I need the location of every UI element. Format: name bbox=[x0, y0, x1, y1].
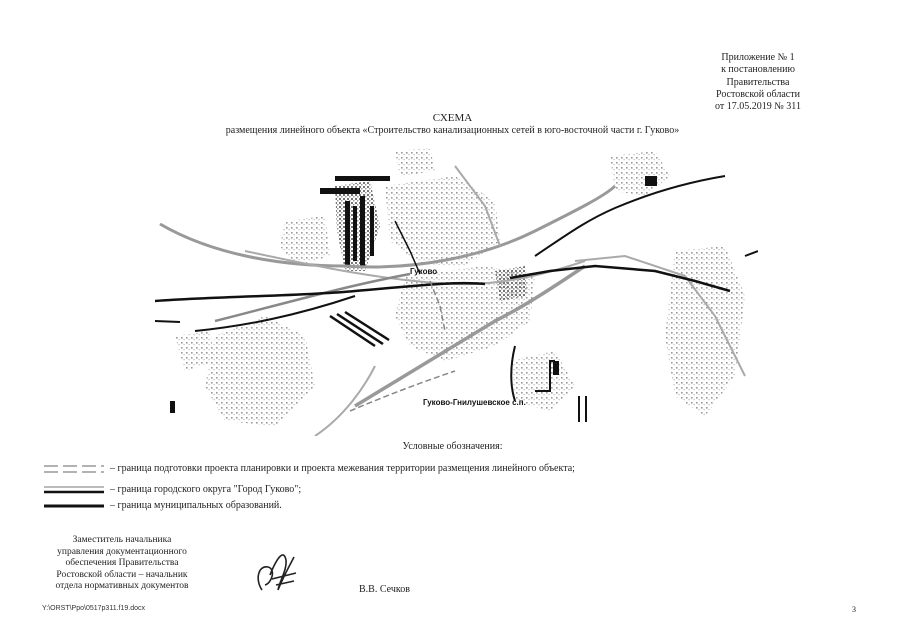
map-label-settlement: Гуково-Гнилушевское с.п. bbox=[423, 398, 526, 407]
map-canvas bbox=[155, 146, 758, 436]
dense-lines bbox=[330, 312, 389, 346]
position-line: управления документационного bbox=[57, 546, 187, 557]
legend-symbol-gray-black bbox=[44, 484, 104, 496]
signature-position bbox=[42, 535, 202, 593]
file-path: Y:\ORST\Ppo\0517p311.f19.docx bbox=[42, 605, 145, 612]
document-title: СХЕМА bbox=[432, 112, 473, 124]
legend-text: – граница городского округа "Город Гуково"; bbox=[110, 484, 302, 495]
signer-name: В.В. Сечков bbox=[359, 584, 410, 595]
map-label-city: Гуково bbox=[410, 267, 438, 276]
position-line: Ростовской области – начальник bbox=[56, 569, 188, 580]
handwritten-signature bbox=[250, 545, 300, 600]
page-number: 3 bbox=[852, 605, 856, 614]
annex-line: Правительства bbox=[726, 76, 790, 88]
legend-text: – граница подготовки проекта планировки и проекта межевания территории размещения линейного объекта; bbox=[110, 463, 575, 474]
built-up-areas bbox=[175, 148, 745, 426]
legend-symbol-black bbox=[44, 500, 104, 512]
annex-line: Ростовской области bbox=[716, 88, 800, 100]
legend-text: – граница муниципальных образований. bbox=[110, 500, 282, 511]
position-line: Заместитель начальника bbox=[72, 535, 172, 545]
annex-line: Приложение № 1 bbox=[721, 52, 795, 63]
document-subtitle: размещения линейного объекта «Строительство канализационных сетей в юго-восточной части г. Гуково» bbox=[225, 125, 680, 136]
annex-line: от 17.05.2019 № 311 bbox=[715, 101, 801, 113]
position-line: обеспечения Правительства bbox=[65, 558, 179, 568]
legend-heading: Условные обозначения: bbox=[402, 441, 503, 452]
annex-block bbox=[688, 52, 828, 113]
annex-line: к постановлению bbox=[721, 64, 795, 76]
map[interactable] bbox=[155, 146, 758, 436]
legend-symbol-dashed bbox=[44, 463, 104, 475]
position-line: отдела нормативных документов bbox=[55, 581, 189, 591]
